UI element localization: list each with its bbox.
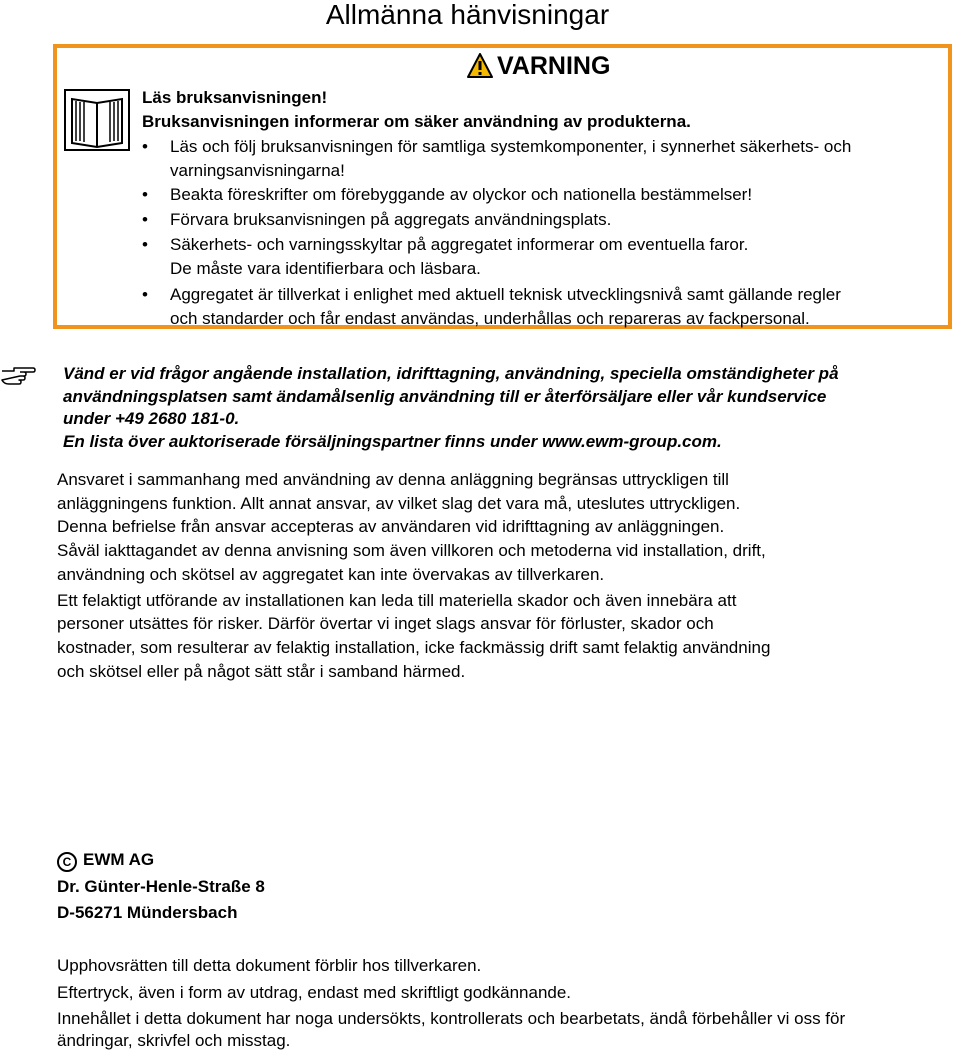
- bullet-marker: •: [142, 185, 148, 204]
- bullet-marker: •: [142, 285, 148, 304]
- warning-bullet-1-line-1: Läs och följ bruksanvisningen för samtliga systemkomponenter, i synnerhet säkerhets- och: [170, 137, 852, 156]
- warning-triangle-icon: [467, 53, 493, 79]
- warning-bullet-4-line-1: Säkerhets- och varningsskyltar på aggregatet informerar om eventuella faror.: [170, 235, 749, 254]
- copyright-icon: C: [57, 852, 77, 872]
- liability-line-7: personer utsättes för risker. Därför övertar vi inget slags ansvar för förluster, skador och: [57, 614, 714, 633]
- warning-bullet-1-line-2: varningsanvisningarna!: [170, 161, 345, 180]
- warning-heading: [467, 49, 610, 83]
- liability-line-3: Denna befrielse från ansvar accepteras av användaren vid idrifttagning av anläggningen.: [57, 517, 725, 536]
- liability-line-4: Såväl iakttagandet av denna anvisning som även villkoren och metoderna vid installation, drift,: [57, 541, 766, 560]
- note-line-2: användningsplatsen samt ändamålsenlig användning till er återförsäljare eller vår kundservice: [63, 387, 827, 406]
- copyright-line-2: Eftertryck, även i form av utdrag, endast med skriftligt godkännande.: [57, 983, 572, 1002]
- note-line-4: En lista över auktoriserade försäljningspartner finns under www.ewm-group.com.: [63, 432, 722, 451]
- bullet-marker: •: [142, 137, 148, 156]
- bullet-marker: •: [142, 210, 148, 229]
- bullet-marker: •: [142, 235, 148, 254]
- warning-bullet-3-line-1: Förvara bruksanvisningen på aggregats användningsplats.: [170, 210, 612, 229]
- warning-bullet-4-line-2: De måste vara identifierbara och läsbara.: [170, 259, 481, 278]
- company-name: [57, 848, 154, 872]
- warning-bullet-2-line-1: Beakta föreskrifter om förebyggande av olyckor och nationella bestämmelser!: [170, 185, 753, 204]
- company-name-label: EWM AG: [83, 850, 155, 869]
- company-street: Dr. Günter-Henle-Straße 8: [57, 877, 265, 896]
- liability-line-2: anläggningens funktion. Allt annat ansvar, av vilket slag det vara må, uteslutes uttryckligen.: [57, 494, 741, 513]
- warning-intro-2: Bruksanvisningen informerar om säker användning av produkterna.: [142, 112, 691, 131]
- liability-line-1: Ansvaret i sammanhang med användning av denna anläggning begränsas uttryckligen till: [57, 470, 729, 489]
- liability-line-9: och skötsel eller på något sätt står i samband härmed.: [57, 662, 466, 681]
- liability-line-6: Ett felaktigt utförande av installationen kan leda till materiella skador och även innebära att: [57, 591, 737, 610]
- open-book-icon: [64, 89, 130, 151]
- liability-line-5: användning och skötsel av aggregatet kan inte övervakas av tillverkaren.: [57, 565, 605, 584]
- warning-heading-label: VARNING: [497, 52, 611, 80]
- note-line-1: Vänd er vid frågor angående installation, idrifttagning, användning, speciella omständigheter på: [63, 364, 839, 383]
- copyright-line-3: Innehållet i detta dokument har noga undersökts, kontrollerats och bearbetats, ändå förbehåller vi oss för: [57, 1009, 846, 1028]
- pointing-hand-icon: [0, 364, 36, 386]
- copyright-line-1: Upphovsrätten till detta dokument förblir hos tillverkaren.: [57, 956, 482, 975]
- note-line-3: under +49 2680 181-0.: [63, 409, 240, 428]
- copyright-line-4: ändringar, skrivfel och misstag.: [57, 1031, 291, 1050]
- warning-intro-1: Läs bruksanvisningen!: [142, 88, 328, 107]
- warning-bullet-5-line-2: och standarder och får endast användas, underhållas och repareras av fackpersonal.: [170, 309, 810, 328]
- page-title: Allmänna hänvisningar: [325, 0, 610, 30]
- company-city: D-56271 Mündersbach: [57, 903, 238, 922]
- warning-bullet-5-line-1: Aggregatet är tillverkat i enlighet med aktuell teknisk utvecklingsnivå samt gällande regler: [170, 285, 841, 304]
- liability-line-8: kostnader, som resulterar av felaktig installation, icke fackmässig drift samt felaktig användning: [57, 638, 771, 657]
